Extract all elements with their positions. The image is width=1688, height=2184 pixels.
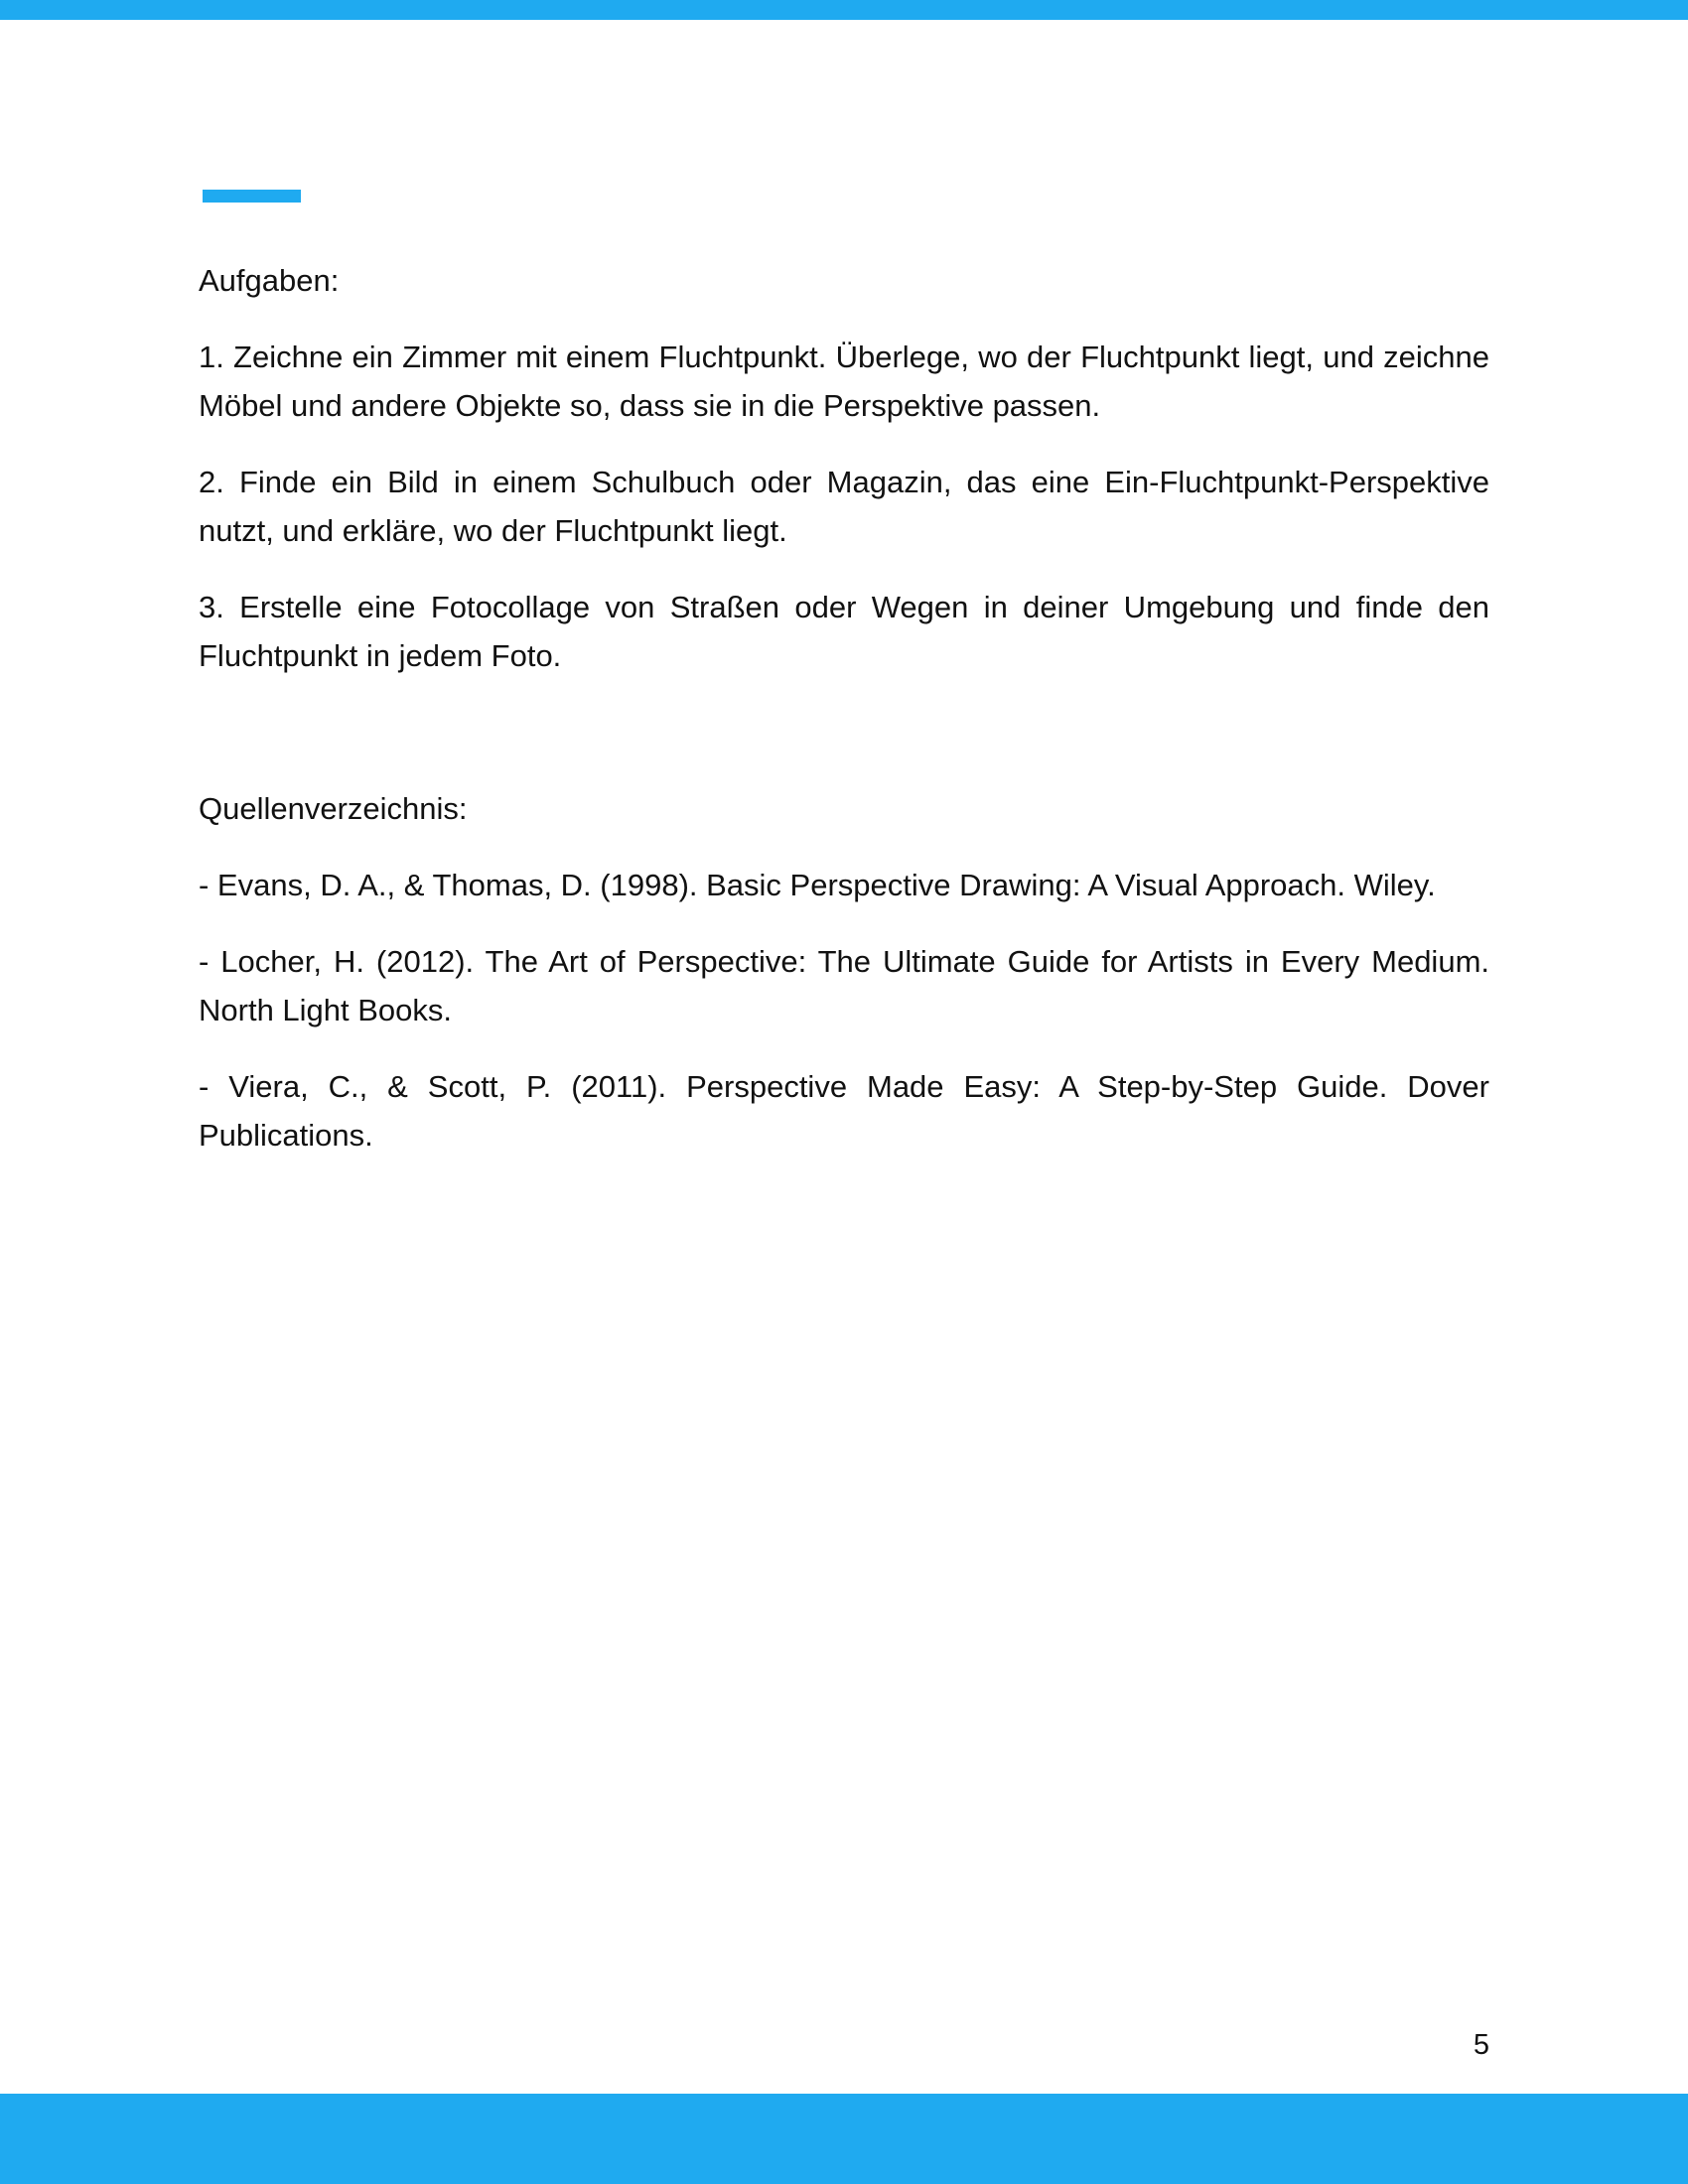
source-item: - Evans, D. A., & Thomas, D. (1998). Basic Perspective Drawing: A Visual Approach. Wiley. bbox=[199, 868, 1436, 902]
page-number: 5 bbox=[1473, 2029, 1489, 2061]
page-content bbox=[199, 256, 1489, 1187]
task-item: 3. Erstelle eine Fotocollage von Straßen oder Wegen in deiner Umgebung und finde den Fluchtpunkt in jedem Foto. bbox=[199, 590, 1489, 673]
section-accent-dash bbox=[203, 190, 301, 203]
source-item: - Viera, C., & Scott, P. (2011). Perspective Made Easy: A Step-by-Step Guide. Dover Publications. bbox=[199, 1069, 1489, 1153]
sources-heading: Quellenverzeichnis: bbox=[199, 791, 468, 826]
task-item: 1. Zeichne ein Zimmer mit einem Fluchtpunkt. Überlege, wo der Fluchtpunkt liegt, und zeichne Möbel und andere Objekte so, dass sie in die Perspektive passen. bbox=[199, 340, 1489, 423]
section-spacer bbox=[199, 708, 1489, 784]
task-item: 2. Finde ein Bild in einem Schulbuch oder Magazin, das eine Ein-Fluchtpunkt-Perspektive nutzt, und erkläre, wo der Fluchtpunkt liegt. bbox=[199, 465, 1489, 548]
source-item: - Locher, H. (2012). The Art of Perspective: The Ultimate Guide for Artists in Every Medium. North Light Books. bbox=[199, 944, 1489, 1027]
top-accent-bar bbox=[0, 0, 1688, 20]
tasks-heading: Aufgaben: bbox=[199, 263, 340, 298]
bottom-accent-bar bbox=[0, 2094, 1688, 2184]
